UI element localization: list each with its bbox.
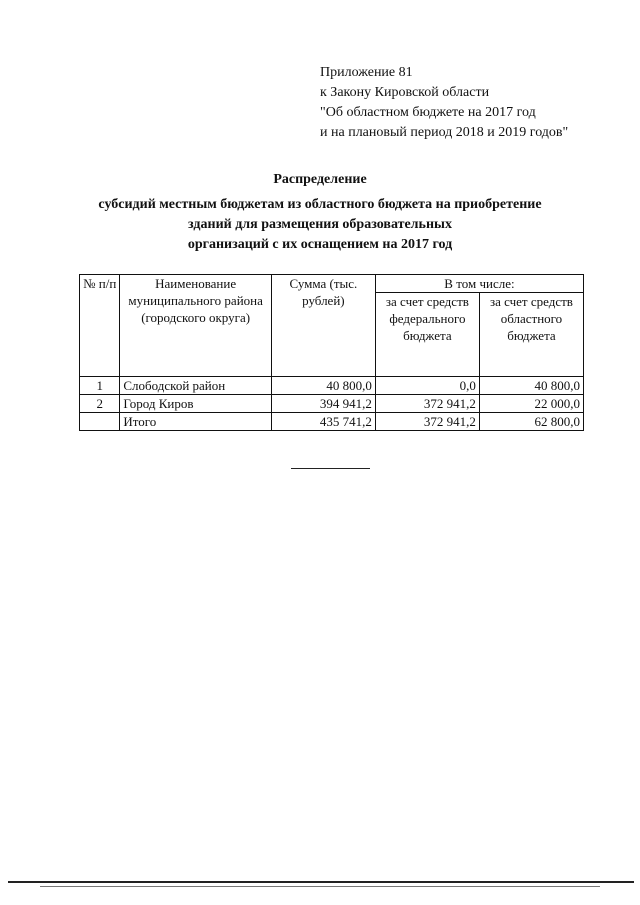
- subtitle-line-2: зданий для размещения образовательных: [188, 217, 452, 232]
- row-name: Итого: [120, 413, 271, 431]
- row-sum: 394 941,2: [271, 395, 375, 413]
- row-name: Слободской район: [120, 377, 271, 395]
- document-title: Распределение: [273, 172, 367, 187]
- row-regional: 40 800,0: [479, 377, 583, 395]
- document-subtitle: [0, 195, 640, 255]
- closing-divider: [291, 468, 370, 469]
- row-regional: 62 800,0: [479, 413, 583, 431]
- table-total-row: [80, 413, 584, 431]
- appendix-law: к Закону Кировской области: [320, 85, 490, 100]
- row-federal: 372 941,2: [375, 413, 479, 431]
- table-row: [80, 395, 584, 413]
- header-name: Наименование муниципального района (городского округа): [120, 275, 271, 377]
- row-num: 2: [80, 395, 120, 413]
- row-sum: 40 800,0: [271, 377, 375, 395]
- appendix-reference: [320, 63, 620, 143]
- row-federal: 0,0: [375, 377, 479, 395]
- header-federal: за счет средств федерального бюджета: [375, 293, 479, 377]
- row-sum: 435 741,2: [271, 413, 375, 431]
- row-num: [80, 413, 120, 431]
- row-num: 1: [80, 377, 120, 395]
- row-name: Город Киров: [120, 395, 271, 413]
- header-including: В том числе:: [375, 275, 583, 293]
- appendix-law-title: "Об областном бюджете на 2017 год: [320, 105, 536, 120]
- scan-bottom-shadow: [40, 886, 600, 887]
- row-regional: 22 000,0: [479, 395, 583, 413]
- table-row: [80, 377, 584, 395]
- row-federal: 372 941,2: [375, 395, 479, 413]
- scan-bottom-edge: [8, 881, 634, 883]
- subtitle-line-3: организаций с их оснащением на 2017 год: [187, 237, 453, 252]
- appendix-law-period: и на плановый период 2018 и 2019 годов": [320, 125, 569, 140]
- header-num: № п/п: [80, 275, 120, 377]
- subtitle-line-1: субсидий местным бюджетам из областного бюджета на приобретение: [98, 197, 542, 212]
- subsidy-table: [79, 274, 584, 431]
- appendix-number: Приложение 81: [320, 65, 413, 80]
- header-regional: за счет средств областного бюджета: [479, 293, 583, 377]
- header-sum: Сумма (тыс. рублей): [271, 275, 375, 377]
